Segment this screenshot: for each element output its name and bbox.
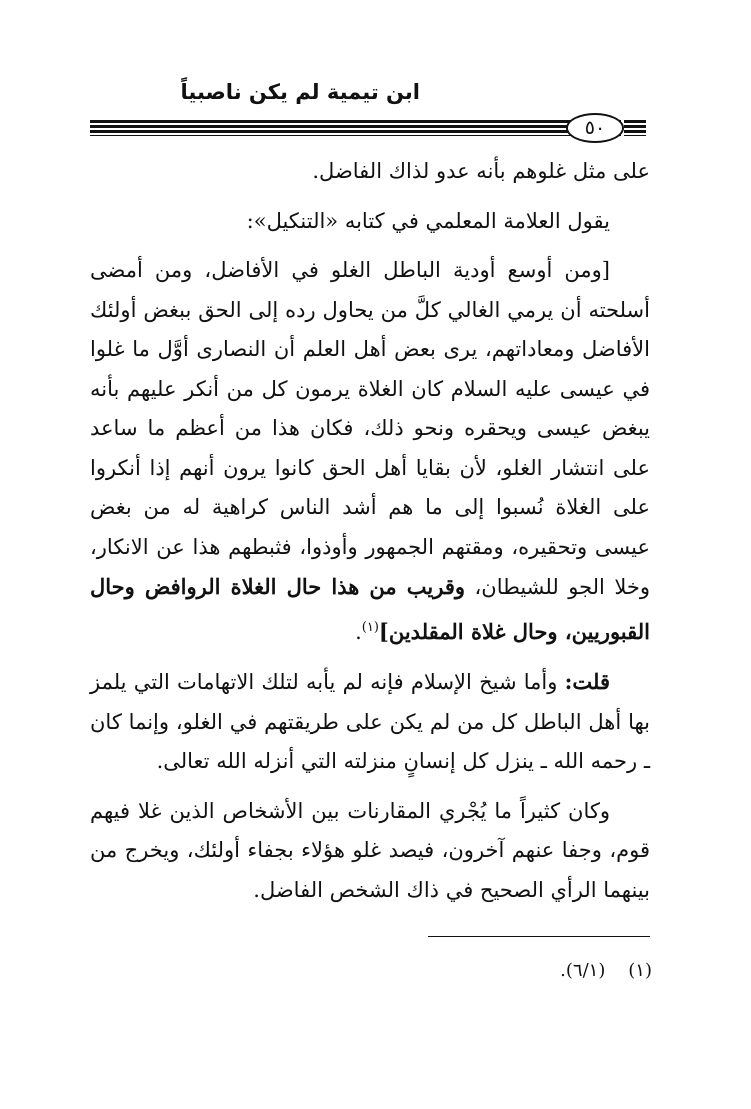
main-text xyxy=(90,152,650,910)
paragraph-4-text: وأما شيخ الإسلام فإنه لم يأبه لتلك الاتهامات التي يلمز بها أهل الباطل كل من لم يكن على طريقتهم في الغلو، وإنما كان ـ رحمه الله ـ ينزل كل إنسانٍ منزلته التي أنزله الله تعالى. xyxy=(90,670,650,773)
paragraph-3-quote xyxy=(90,251,650,652)
footnote xyxy=(430,960,652,981)
footnote-marker: (١) xyxy=(628,960,652,981)
quote-tail: . xyxy=(355,619,362,644)
paragraph-1: على مثل غلوهم بأنه عدو لذاك الفاضل. xyxy=(312,159,650,183)
header-rule xyxy=(90,120,621,136)
footnote-separator xyxy=(428,936,650,937)
quote-bold-text: وقريب من هذا حال الغلاة الروافض وحال القبوريين، وحال غلاة المقلدين] xyxy=(90,574,650,644)
paragraph-5: وكان كثيراً ما يُجْري المقارنات بين الأشخاص الذين غلا فيهم قوم، وجفا عنهم آخرون، فيصد غلو هؤلاء بجفاء أولئك، ويخرج من بينهما الرأي الصحيح في ذاك الشخص الفاضل. xyxy=(90,798,650,902)
footnote-text: (٦/١). xyxy=(560,960,606,981)
page-number: ٥٠ xyxy=(566,113,624,143)
quote-text: [ومن أوسع أودية الباطل الغلو في الأفاضل، ومن أمضى أسلحته أن يرمي الغالي كلَّ من يحاول رده إلى الحق ببغض أولئك الأفاضل ومعاداتهم، يرى بعض أهل العلم أن النصارى أوَّل ما غلوا في عيسى عليه السلام كان الغلاة يرمون كل من أنكر عليهم بأنه يبغض عيسى ويحقره ونحو ذلك، فكان هذا من أعظم ما ساعد على انتشار الغلو، لأن بقايا أهل الحق كانوا يرون أنهم إذا أنكروا على الغلاة نُسبوا إلى ما هم أشد الناس كراهية له من بغض عيسى وتحقيره، ومقتهم الجمهور وأوذوا، فثبطهم هذا عن الانكار، وخلا الجو للشيطان، xyxy=(90,258,651,599)
paragraph-4-lead: قلت: xyxy=(564,669,610,694)
paragraph-4 xyxy=(90,662,650,782)
header-rule-right xyxy=(624,120,646,136)
running-header-title: ابن تيمية لم يكن ناصبياً xyxy=(180,80,420,104)
footnote-ref: (١) xyxy=(361,619,379,635)
paragraph-2: يقول العلامة المعلمي في كتابه «التنكيل»: xyxy=(246,208,610,233)
